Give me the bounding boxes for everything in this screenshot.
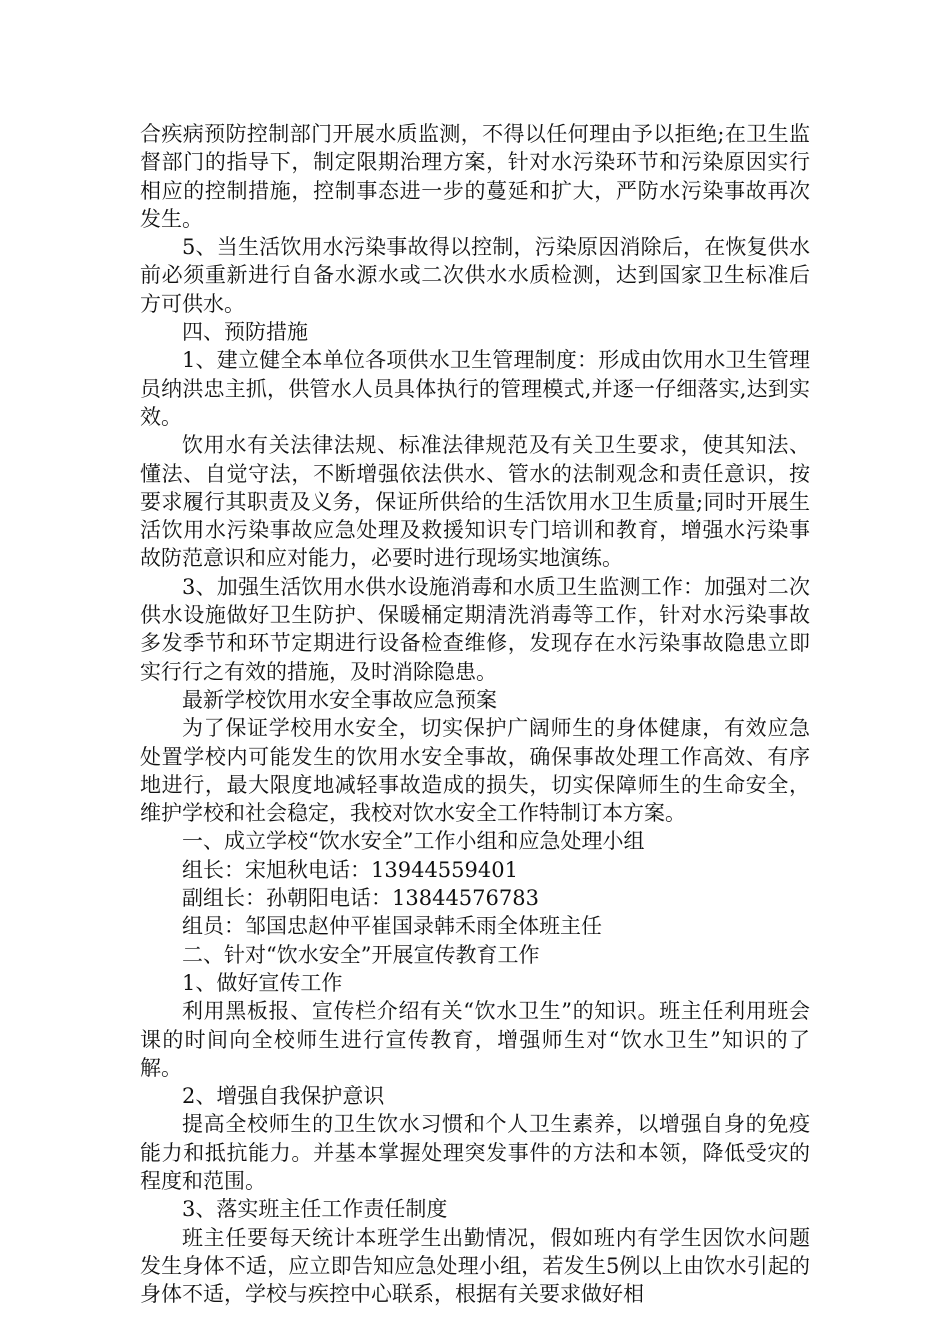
document-title: 最新学校饮用水安全事故应急预案	[182, 687, 497, 712]
paragraph-publicity: 利用黑板报、宣传栏介绍有关“饮水卫生”的知识。班主任利用班会课的时间向全校师生进行宣传教育，增强师生对“饮水卫生”知识的了解。	[140, 999, 810, 1080]
paragraph-continuation: 合疾病预防控制部门开展水质监测，不得以任何理由予以拒绝;在卫生监督部门的指导下，制定限期治理方案，针对水污染环节和污染原因实行相应的控制措施，控制事态进一步的蔓延和扩大，严防水污染事故再次发生。	[140, 122, 810, 231]
section-heading-education: 二、针对“饮水安全”开展宣传教育工作	[182, 942, 540, 967]
paragraph-measure-1: 1、建立健全本单位各项供水卫生管理制度：形成由饮用水卫生管理员纳洪忠主抓，供管水人员具体执行的管理模式,并逐一仔细落实,达到实效。	[140, 348, 810, 429]
paragraph-self-protection: 提高全校师生的卫生饮水习惯和个人卫生素养，以增强自身的免疫能力和抵抗能力。并基本掌握处理突发事件的方法和本领，降低受灾的程度和范围。	[140, 1112, 810, 1193]
group-members: 组员：邹国忠赵仲平崔国录韩禾雨全体班主任	[182, 914, 602, 939]
paragraph-measure-3: 3、加强生活饮用水供水设施消毒和水质卫生监测工作：加强对二次供水设施做好卫生防护、保暖桶定期清洗消毒等工作，针对水污染事故多发季节和环节定期进行设备检查维修，发现存在水污染事故隐患立即实行行之有效的措施，及时消除隐患。	[140, 574, 810, 684]
subheading-self-protection: 2、增强自我保护意识	[182, 1084, 385, 1109]
paragraph-step-5: 5、当生活饮用水污染事故得以控制，污染原因消除后，在恢复供水前必须重新进行自备水源水或二次供水水质检测，达到国家卫生标准后方可供水。	[140, 235, 810, 316]
document-body	[140, 120, 810, 1308]
paragraph-laws: 饮用水有关法律法规、标准法律规范及有关卫生要求，使其知法、懂法、自觉守法，不断增强依法供水、管水的法制观念和责任意识，按要求履行其职责及义务，保证所供给的生活饮用水卫生质量;同时开展生活饮用水污染事故应急处理及救援知识专门培训和教育，增强水污染事故防范意识和应对能力，必要时进行现场实地演练。	[140, 433, 810, 571]
leader-contact: 组长：宋旭秋电话：13944559401	[182, 857, 518, 882]
subheading-publicity: 1、做好宣传工作	[182, 970, 343, 995]
paragraph-responsibility: 班主任要每天统计本班学生出勤情况，假如班内有学生因饮水问题发生身体不适，应立即告知应急处理小组，若发生5例以上由饮水引起的身体不适，学校与疾控中心联系，根据有关要求做好相	[140, 1225, 810, 1307]
paragraph-intro: 为了保证学校用水安全，切实保护广阔师生的身体健康，有效应急处置学校内可能发生的饮用水安全事故，确保事故处理工作高效、有序地进行，最大限度地减轻事故造成的损失，切实保障师生的生命安全，维护学校和社会稳定，我校对饮水安全工作特制订本方案。	[140, 716, 810, 826]
subheading-responsibility: 3、落实班主任工作责任制度	[182, 1197, 448, 1222]
deputy-leader-contact: 副组长：孙朝阳电话：13844576783	[182, 886, 539, 911]
section-heading-prevention: 四、预防措施	[182, 320, 308, 345]
section-heading-group: 一、成立学校“饮水安全”工作小组和应急处理小组	[182, 829, 645, 854]
